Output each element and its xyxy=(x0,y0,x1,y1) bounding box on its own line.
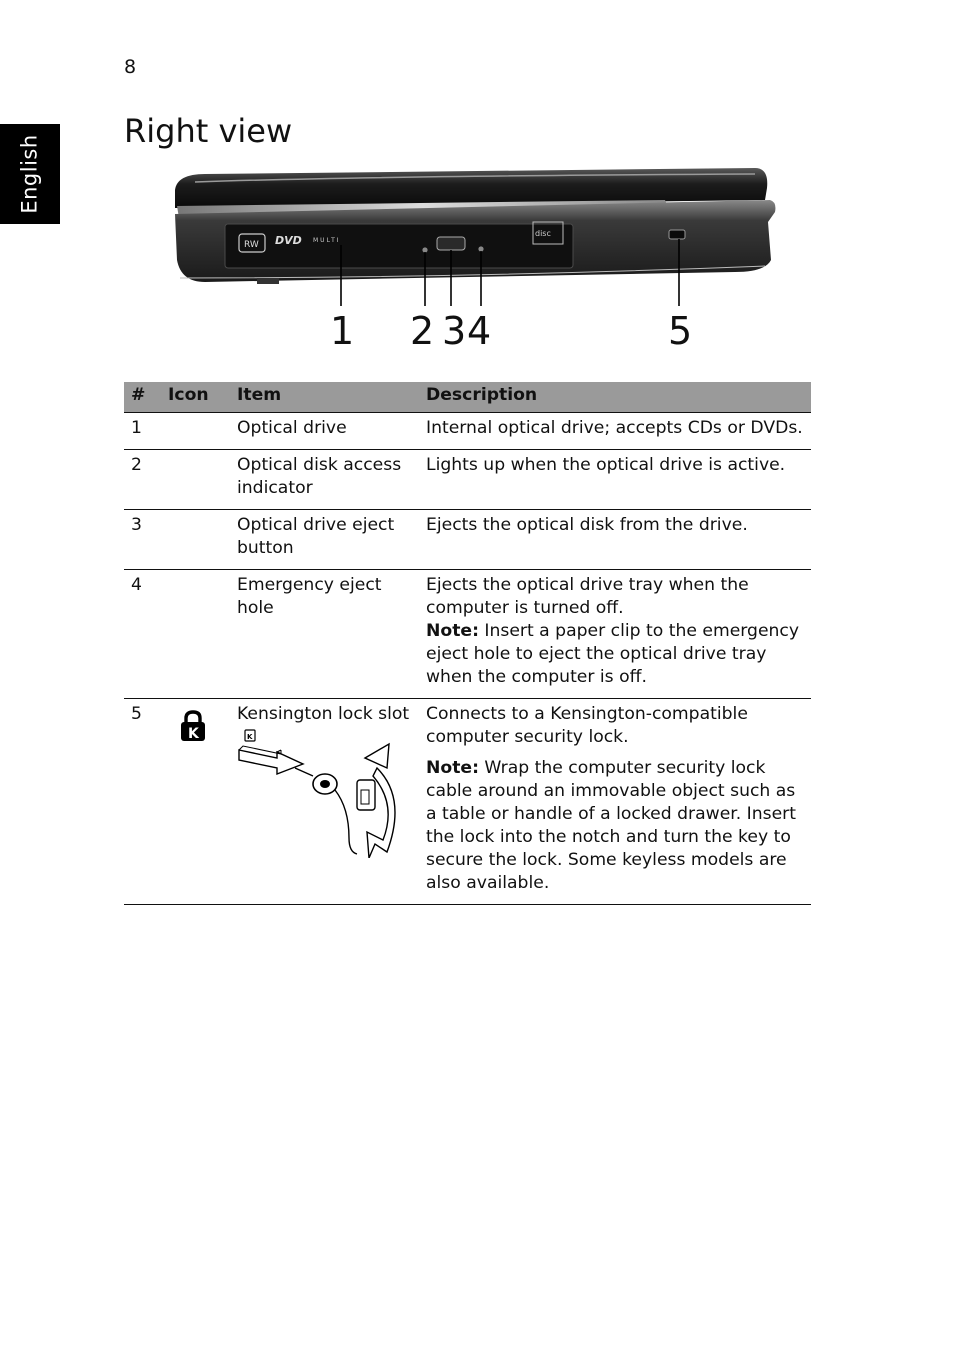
row-number: 5 xyxy=(124,699,161,905)
page-title: Right view xyxy=(124,112,293,150)
callout-3: 3 xyxy=(442,309,467,353)
table-row xyxy=(124,699,811,905)
note-text: Wrap the computer security lock cable around an immovable object such as a table or handle of a locked drawer. Insert the lock into the notch and turn the key to secure the lock. Some keyless models are also available. xyxy=(426,758,796,893)
callout-5: 5 xyxy=(668,309,693,353)
callout-1: 1 xyxy=(330,309,355,353)
svg-text:K: K xyxy=(188,726,199,742)
table-header-row xyxy=(124,382,811,413)
row-icon xyxy=(161,413,230,450)
row-description xyxy=(419,570,811,699)
page-number: 8 xyxy=(124,56,137,78)
table-row xyxy=(124,413,811,450)
row-item: Optical disk access indicator xyxy=(230,450,419,510)
kensington-lock-icon xyxy=(178,709,208,743)
row-number: 2 xyxy=(124,450,161,510)
row-icon xyxy=(161,570,230,699)
svg-text:disc: disc xyxy=(535,229,551,238)
lock-cable-illustration xyxy=(237,728,409,858)
row-item: Emergency eject hole xyxy=(230,570,419,699)
row-number: 1 xyxy=(124,413,161,450)
row-number: 3 xyxy=(124,510,161,570)
row-icon xyxy=(161,450,230,510)
row-description xyxy=(419,699,811,905)
description-text: Connects to a Kensington-compatible computer security lock. xyxy=(426,704,748,747)
description-text: Ejects the optical drive tray when the computer is turned off. xyxy=(426,575,749,618)
table-row xyxy=(124,450,811,510)
rw-logo: RW xyxy=(244,240,259,250)
header-number: # xyxy=(124,382,161,413)
header-description: Description xyxy=(419,382,811,413)
row-icon xyxy=(161,510,230,570)
ports-table xyxy=(124,382,811,905)
header-item: Item xyxy=(230,382,419,413)
item-label: Kensington lock slot xyxy=(237,704,410,724)
dvd-logo: DVD xyxy=(275,234,302,247)
multi-logo: MULTI xyxy=(313,237,341,244)
side-tab-label: English xyxy=(18,134,43,214)
note-label: Note: xyxy=(426,621,479,641)
row-icon xyxy=(161,699,230,905)
table-row xyxy=(124,570,811,699)
callout-4: 4 xyxy=(467,309,492,353)
language-side-tab xyxy=(0,124,60,224)
row-item xyxy=(230,699,419,905)
row-description: Lights up when the optical drive is active. xyxy=(419,450,811,510)
callout-2: 2 xyxy=(410,309,435,353)
header-icon: Icon xyxy=(161,382,230,413)
row-item: Optical drive eject button xyxy=(230,510,419,570)
note-label: Note: xyxy=(426,758,479,778)
row-description: Internal optical drive; accepts CDs or DVDs. xyxy=(419,413,811,450)
note-text: Insert a paper clip to the emergency eject hole to eject the optical drive tray when the computer is off. xyxy=(426,621,800,687)
row-number: 4 xyxy=(124,570,161,699)
table-row xyxy=(124,510,811,570)
row-item: Optical drive xyxy=(230,413,419,450)
svg-text:K: K xyxy=(247,733,253,741)
row-description: Ejects the optical disk from the drive. xyxy=(419,510,811,570)
